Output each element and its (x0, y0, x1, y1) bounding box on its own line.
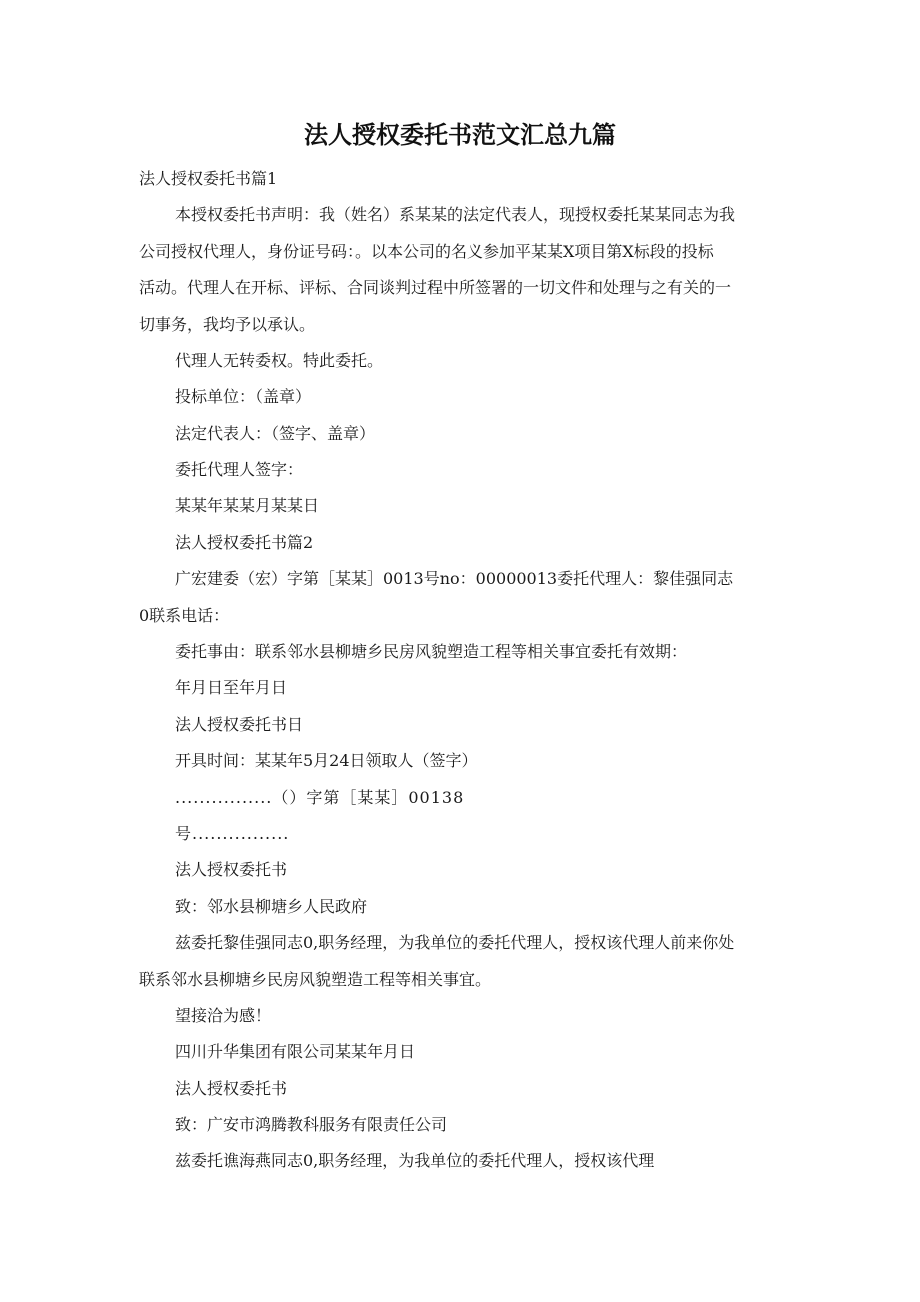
paragraph-line: 活动。代理人在开标、评标、合同谈判过程中所签署的一切文件和处理与之有关的一 (139, 278, 732, 297)
paragraph-line: 开具时间：某某年5月24日领取人（签字） (175, 751, 478, 770)
section-heading: 法人授权委托书 (175, 1079, 288, 1098)
paragraph-line: 委托代理人签字： (175, 460, 304, 479)
paragraph-line: 兹委托黎佳强同志0,职务经理，为我单位的委托代理人，授权该代理人前来你处 (175, 933, 735, 952)
paragraph-line: 本授权委托书声明：我（姓名）系某某的法定代表人，现授权委托某某同志为我 (175, 205, 736, 224)
paragraph-line: 致：邻水县柳塘乡人民政府 (175, 897, 368, 916)
paragraph-line: ................（）字第［某某］00138 (175, 788, 465, 807)
paragraph-line: 切事务，我均予以承认。 (139, 315, 316, 334)
paragraph-line: 兹委托谯海燕同志0,职务经理，为我单位的委托代理人，授权该代理 (175, 1151, 655, 1170)
paragraph-line: 代理人无转委权。特此委托。 (175, 351, 384, 370)
paragraph-line: 公司授权代理人，身份证号码：。以本公司的名义参加平某某X项目第X标段的投标 (139, 242, 714, 261)
section-heading: 法人授权委托书篇2 (175, 533, 314, 552)
document-title: 法人授权委托书范文汇总九篇 (304, 121, 616, 149)
paragraph-line: 委托事由：联系邻水县柳塘乡民房风貌塑造工程等相关事宜委托有效期： (175, 642, 688, 661)
paragraph-line: 号................ (175, 824, 290, 843)
paragraph-line: 广宏建委（宏）字第［某某］0013号no：00000013委托代理人：黎佳强同志 (175, 569, 734, 588)
paragraph-line: 联系邻水县柳塘乡民房风貌塑造工程等相关事宜。 (139, 970, 492, 989)
paragraph-line: 望接洽为感！ (175, 1006, 272, 1025)
paragraph-line: 致：广安市鸿腾教科服务有限责任公司 (175, 1115, 448, 1134)
paragraph-line: 0联系电话： (139, 606, 230, 625)
paragraph-line: 某某年某某月某某日 (175, 496, 320, 515)
paragraph-line: 法定代表人：（签字、盖章） (175, 424, 376, 443)
paragraph-line: 法人授权委托书日 (175, 715, 304, 734)
section-heading: 法人授权委托书 (175, 860, 288, 879)
paragraph-line: 年月日至年月日 (175, 678, 288, 697)
paragraph-line: 投标单位：（盖章） (175, 387, 312, 406)
paragraph-line: 四川升华集团有限公司某某年月日 (175, 1042, 416, 1061)
section-heading: 法人授权委托书篇1 (139, 169, 278, 188)
